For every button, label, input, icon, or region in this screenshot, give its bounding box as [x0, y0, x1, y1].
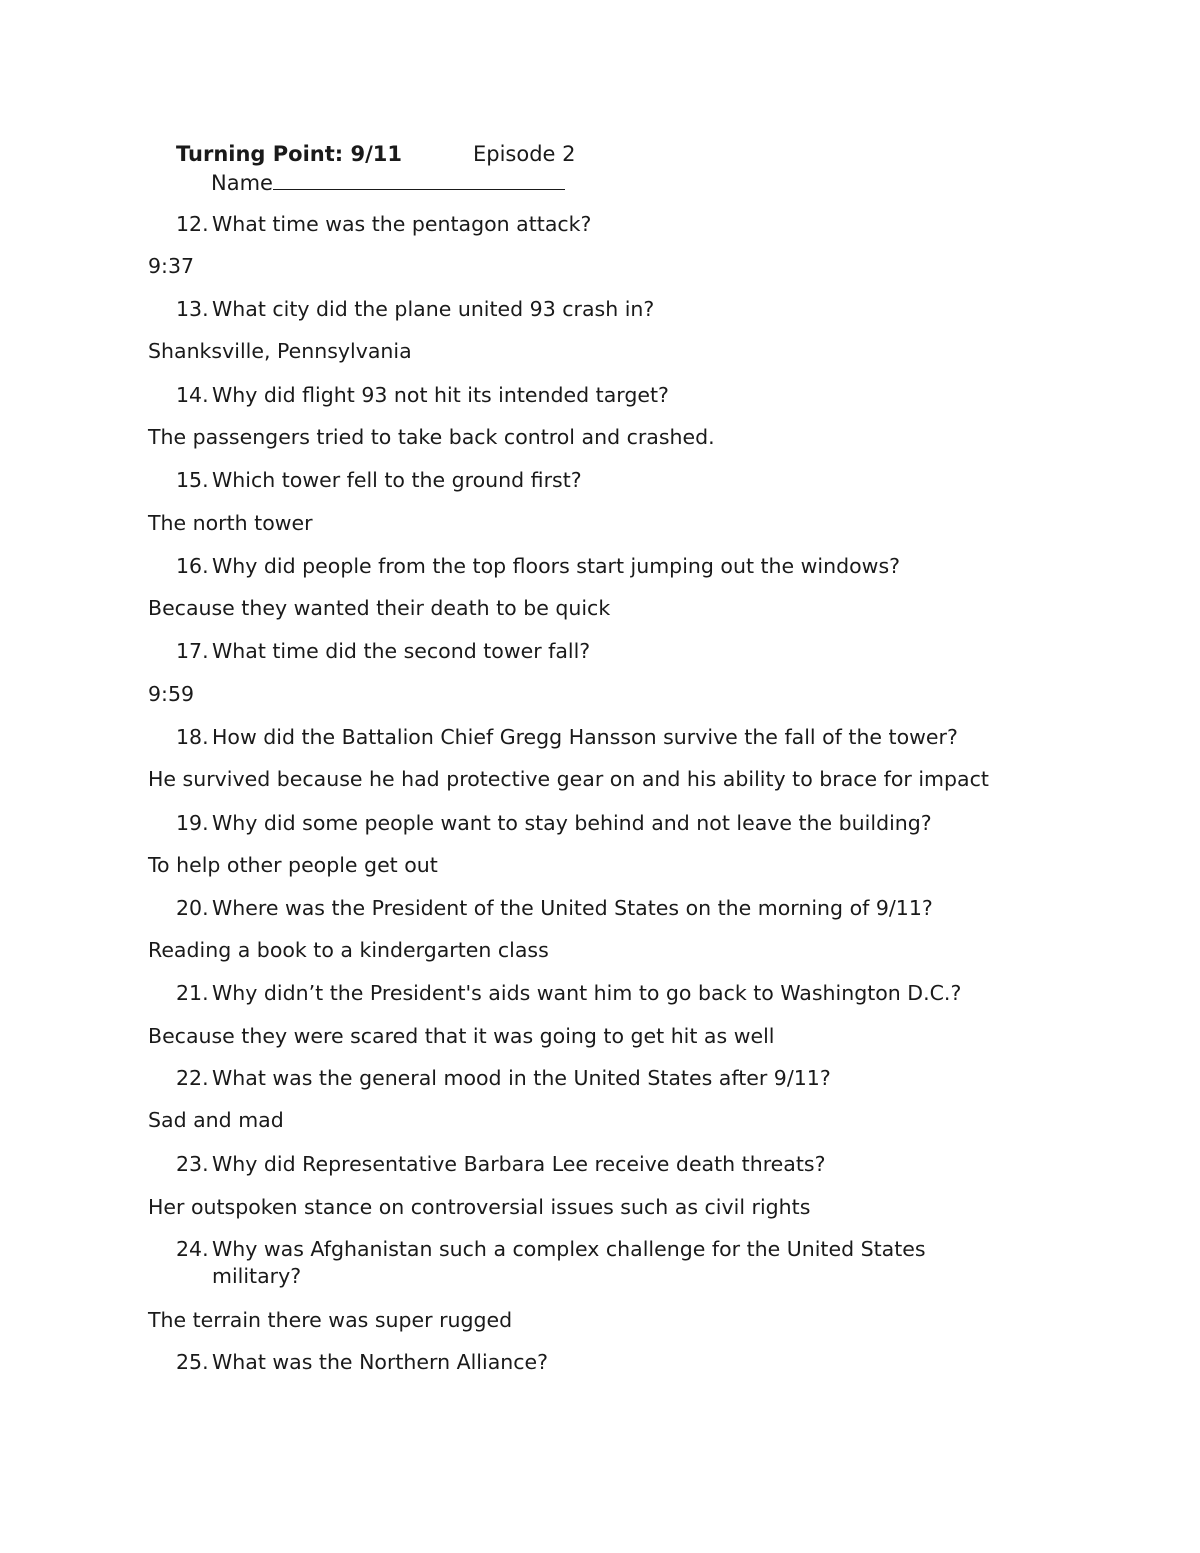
answer-15: The north tower — [148, 511, 313, 535]
question-17: 17. What time did the second tower fall? — [176, 639, 591, 663]
answer-22: Sad and mad — [148, 1108, 284, 1132]
answer-17: 9:59 — [148, 682, 195, 706]
question-19: 19. Why did some people want to stay behind and not leave the building? — [176, 811, 932, 835]
name-blank-line — [273, 167, 565, 190]
question-18: 18. How did the Battalion Chief Gregg Hansson survive the fall of the tower? — [176, 725, 958, 749]
answer-14: The passengers tried to take back control and crashed. — [148, 425, 715, 449]
name-field — [211, 167, 565, 197]
question-23: 23. Why did Representative Barbara Lee receive death threats? — [176, 1152, 826, 1176]
answer-16: Because they wanted their death to be quick — [148, 596, 611, 620]
answer-24: The terrain there was super rugged — [148, 1308, 513, 1332]
answer-19: To help other people get out — [148, 853, 438, 877]
question-12: 12. What time was the pentagon attack? — [176, 212, 592, 236]
answer-18: He survived because he had protective gear on and his ability to brace for impact — [148, 767, 989, 791]
question-13: 13. What city did the plane united 93 crash in? — [176, 297, 655, 321]
episode-label: Episode 2 — [473, 142, 576, 166]
question-20: 20. Where was the President of the United States on the morning of 9/11? — [176, 896, 933, 920]
answer-12: 9:37 — [148, 254, 195, 278]
worksheet-header — [176, 140, 576, 168]
answer-13: Shanksville, Pennsylvania — [148, 339, 412, 363]
question-16: 16. Why did people from the top floors start jumping out the windows? — [176, 554, 901, 578]
question-22: 22. What was the general mood in the United States after 9/11? — [176, 1066, 831, 1090]
answer-21: Because they were scared that it was going to get hit as well — [148, 1024, 775, 1048]
question-21: 21. Why didn’t the President's aids want him to go back to Washington D.C.? — [176, 981, 962, 1005]
question-15: 15. Which tower fell to the ground first? — [176, 468, 582, 492]
answer-23: Her outspoken stance on controversial issues such as civil rights — [148, 1195, 811, 1219]
question-25: 25. What was the Northern Alliance? — [176, 1350, 549, 1374]
answer-20: Reading a book to a kindergarten class — [148, 938, 549, 962]
worksheet-title: Turning Point: 9/11 — [176, 142, 402, 166]
question-24: 24. Why was Afghanistan such a complex challenge for the United States military? — [176, 1237, 926, 1288]
question-14: 14. Why did flight 93 not hit its intended target? — [176, 383, 669, 407]
name-label: Name — [211, 171, 273, 195]
